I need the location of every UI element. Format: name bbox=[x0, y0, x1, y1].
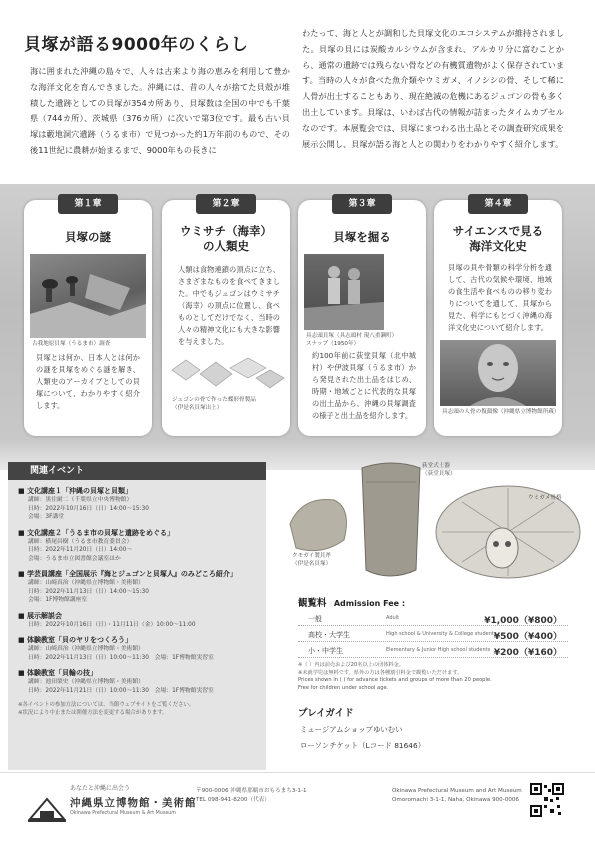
excavation-snapshot-photo bbox=[304, 254, 384, 330]
chapter-badge: 第４章 bbox=[468, 194, 528, 214]
chapter-card-4 bbox=[434, 200, 562, 436]
chapter-title: 貝塚を掘る bbox=[333, 230, 391, 244]
playguide-item: ミュージアムショップゆいむい bbox=[300, 725, 403, 734]
chapter-card-1 bbox=[24, 200, 152, 436]
museum-address-en: Okinawa Prefectural Museum and Art Museum Omoromachi 3-1-1, Naha, Okinawa 900-0006 bbox=[392, 788, 522, 803]
playguide-item: ローソンチケット（Lコード 81646） bbox=[300, 741, 426, 750]
chapter-title: 貝塚の謎 bbox=[65, 230, 111, 244]
qr-code-icon[interactable] bbox=[530, 783, 564, 817]
playguide-heading: プレイガイド bbox=[298, 708, 354, 719]
event-detail: 日時：2022年11月13日（日）14:00～15:30 bbox=[28, 588, 149, 595]
event-item bbox=[18, 528, 256, 564]
admission-note: ※（ ）内は前売および20名以上の団体料金。 ※未就学児は無料です。県外の方は各種割引料金で観覧いただけます。 Prices shown in ( ) for advance tickets and groups of more than 20 people. Free for children under school age. bbox=[298, 662, 492, 691]
page-title: 貝塚が語る9000年のくらし bbox=[24, 35, 249, 55]
event-detail: 講師：横尾昌樹（うるま市教育委員会） bbox=[28, 538, 133, 545]
facial-reconstruction-photo bbox=[440, 340, 556, 406]
event-detail: 講師：黒住耐二（千葉県立中央博物館） bbox=[28, 497, 133, 503]
chapter-body: 人類は食物連鎖の頂点に立ち、さまざまなものを食べてきました。中でもジュゴンはウミサチ（海幸）の頂点に位置し、食べものとしてだけでなく、当時の人々の精神文化にも大きな影響を与えました。 bbox=[178, 265, 280, 346]
event-detail: 講師：山崎真治（沖縄県立博物館・美術館） bbox=[28, 646, 144, 652]
admission-label-en: Adult bbox=[386, 615, 400, 621]
event-detail: 会場：1F博物館講座室 bbox=[28, 597, 88, 603]
chapter-caption: 具志頭の人骨の復顔像（沖縄県立博物館所蔵） bbox=[442, 409, 560, 415]
chapter-badge: 第１章 bbox=[58, 194, 118, 214]
event-title: ■ 文化講座１「沖縄の貝塚と貝類」 bbox=[18, 487, 133, 495]
admission-row bbox=[298, 612, 568, 626]
event-detail: 日時：2022年10月16日（日）14:00～15:30 bbox=[28, 505, 149, 512]
event-title: ■ 学芸員講座「全国展示『海とジュゴンと貝塚人』のみどころ紹介」 bbox=[18, 570, 237, 578]
turtle-caption: ウミガメ骨格 bbox=[528, 495, 562, 501]
event-item bbox=[18, 635, 256, 662]
chapter-card-3 bbox=[298, 200, 426, 436]
admission-heading-ja: 観覧料 bbox=[298, 598, 327, 609]
intro-text-right: わたって、海と人とが調和した貝塚文化のエコシステムが維持されました。貝塚の貝には炭酸カルシウムが含まれ、アルカリ分に富むことから、通常の遺跡では残らない骨などの有機質遺物がよく保存されています。当時の人々が食べた魚介類やウミガメ、イノシシの骨、そして稀に人骨が出土することもあり、現在絶滅の危機にあるジュゴンの骨も多く出土しています。貝塚は、いわば古代の情報が詰まったタイムカプセルなのです。本展覧会では、貝塚にまつわる出土品とその調査研究成果を展示公開し、貝塚が語る海と人との関わりをわかりやすく紹介します。 bbox=[302, 28, 565, 149]
shell-caption: クモガイ製貝斧 （伊是名貝塚） bbox=[292, 553, 332, 567]
chapter-body: 貝塚とは何か、日本人とは何かの謎を貝塚をめぐる謎を解き、人類史のアーカイブとしての貝塚について、わかりやすく紹介します。 bbox=[36, 353, 140, 410]
event-detail: 講師：山崎真治（沖縄県立博物館・美術館） bbox=[28, 580, 144, 586]
excavation-photo bbox=[30, 254, 146, 338]
admission-row bbox=[298, 644, 568, 658]
event-item bbox=[18, 611, 256, 630]
event-title: ■ 文化講座２「うるま市の貝塚と遺跡をめぐる」 bbox=[18, 528, 175, 537]
events-panel bbox=[8, 480, 266, 770]
pot-caption: 荻堂式土器 （荻堂貝塚） bbox=[422, 463, 456, 477]
admission-label-en: Elementary & Junior High school students bbox=[386, 647, 491, 653]
events-note: ※各イベントの参加方法については、当館ウェブサイトをご覧ください。 ※状況により中止または開催方法を変更する場合があります。 bbox=[18, 702, 195, 716]
event-detail: 会場：3F講堂 bbox=[28, 514, 65, 520]
event-detail: 日時：2022年11月21日（日）10:00～11:30 会場：1F博物館実習室 bbox=[28, 687, 214, 694]
excavation-snapshot-art bbox=[304, 254, 384, 330]
admission-label: 高校・大学生 bbox=[308, 631, 350, 639]
museum-logo-icon bbox=[28, 793, 66, 823]
bone-artifact-icons bbox=[166, 348, 286, 396]
event-title: ■ 体験教室「貝輪の技」 bbox=[18, 669, 98, 677]
admission-label: 一般 bbox=[308, 615, 322, 623]
excavation-photo-art bbox=[30, 254, 146, 338]
footer bbox=[0, 772, 595, 841]
chapter-caption: ジュゴンの骨で作った蝶形骨製品 （伊是名貝塚出土） bbox=[172, 397, 256, 411]
museum-tagline: あなたと沖縄に出会う bbox=[70, 785, 131, 792]
chapter-caption: 古我地原貝塚（うるま市）調査 bbox=[32, 341, 111, 347]
admission-row bbox=[298, 628, 568, 642]
chapter-body: 貝塚の貝や骨類の科学分析を通して、古代の気候や環境、地域の食生活や食べものの移り変わりについてを通して、貝塚から見た、科学にもとづく沖縄の海洋文化史について紹介します。 bbox=[448, 263, 552, 332]
museum-name: 沖縄県立博物館・美術館 bbox=[70, 797, 197, 809]
events-heading: 関連イベント bbox=[8, 462, 266, 480]
admission-price: ¥200（¥160） bbox=[493, 648, 562, 658]
admission-heading-en: Admission Fee : bbox=[333, 599, 406, 608]
admission-heading bbox=[298, 595, 405, 609]
admission-label-en: High school & University & College students bbox=[386, 631, 497, 637]
chapter-title: サイエンスで見る 海洋文化史 bbox=[452, 224, 544, 253]
admission-price: ¥1,000（¥800） bbox=[484, 616, 562, 626]
event-detail: 日時：2022年11月13日（日）10:00～11:30 会場：1F博物館実習室 bbox=[28, 654, 214, 661]
chapter-badge: 第２章 bbox=[196, 194, 256, 214]
museum-name-en: Okinawa Prefectural Museum & Art Museum bbox=[70, 811, 176, 816]
admission-label: 小・中学生 bbox=[308, 647, 343, 655]
chapter-badge: 第３章 bbox=[332, 194, 392, 214]
event-detail: 会場：うるま市立図書館会議室ほか bbox=[28, 555, 121, 562]
event-item bbox=[18, 668, 256, 695]
chapter-title: ウミサチ（海幸） の人類史 bbox=[180, 224, 272, 253]
face-reconstruction-art bbox=[440, 340, 556, 406]
chapter-body: 約100年前に荻堂貝塚（北中城村）や伊波貝塚（うるま市）から発見された出土品をはじめ、時期・地域ごとに代表的な貝塚の出土品から、沖縄の貝塚調査の様子と出土品を紹介します。 bbox=[312, 351, 416, 420]
admission-price: ¥500（¥400） bbox=[493, 632, 562, 642]
event-item bbox=[18, 569, 256, 605]
chapter-caption: 具志頭貝塚（具志頭村 現八重瀬町） スナップ（1950年） bbox=[306, 333, 398, 347]
event-detail: 日時：2022年10月16日（日）・11月11日（金）10:00～11:00 bbox=[28, 621, 196, 628]
chapter-card-2 bbox=[162, 200, 290, 436]
event-title: ■ 展示解説会 bbox=[18, 611, 63, 620]
intro-text-left: 海に囲まれた沖縄の島々で、人々は古来より海の恵みを利用して豊かな海洋文化を育んできました。沖縄には、昔の人々が捨てた貝殻が堆積した遺跡としての貝塚が354カ所あり、貝塚数は全国の中でも千葉県（744カ所）、茨城県（376カ所）に次いで第3位です。最も古い貝塚は藪地洞穴遺跡（うるま市）で見つかった約1万年前のもので、その後11世紀に農耕が始まるまで、9000年もの長きに bbox=[30, 66, 290, 155]
museum-address: 〒900-0006 沖縄県那覇市おもろまち3-1-1 TEL 098-941-8200（代表） bbox=[196, 788, 307, 803]
event-item bbox=[18, 486, 256, 522]
butterfly-bone-artifacts bbox=[166, 348, 286, 396]
event-detail: 講師：池田榮史（沖縄県立博物館・美術館） bbox=[28, 679, 144, 685]
event-title: ■ 体験教室「貝のヤリをつくろう」 bbox=[18, 636, 133, 644]
event-detail: 日時：2022年11月20日（日）14:00～ bbox=[28, 547, 133, 553]
artifact-photos bbox=[282, 452, 582, 602]
